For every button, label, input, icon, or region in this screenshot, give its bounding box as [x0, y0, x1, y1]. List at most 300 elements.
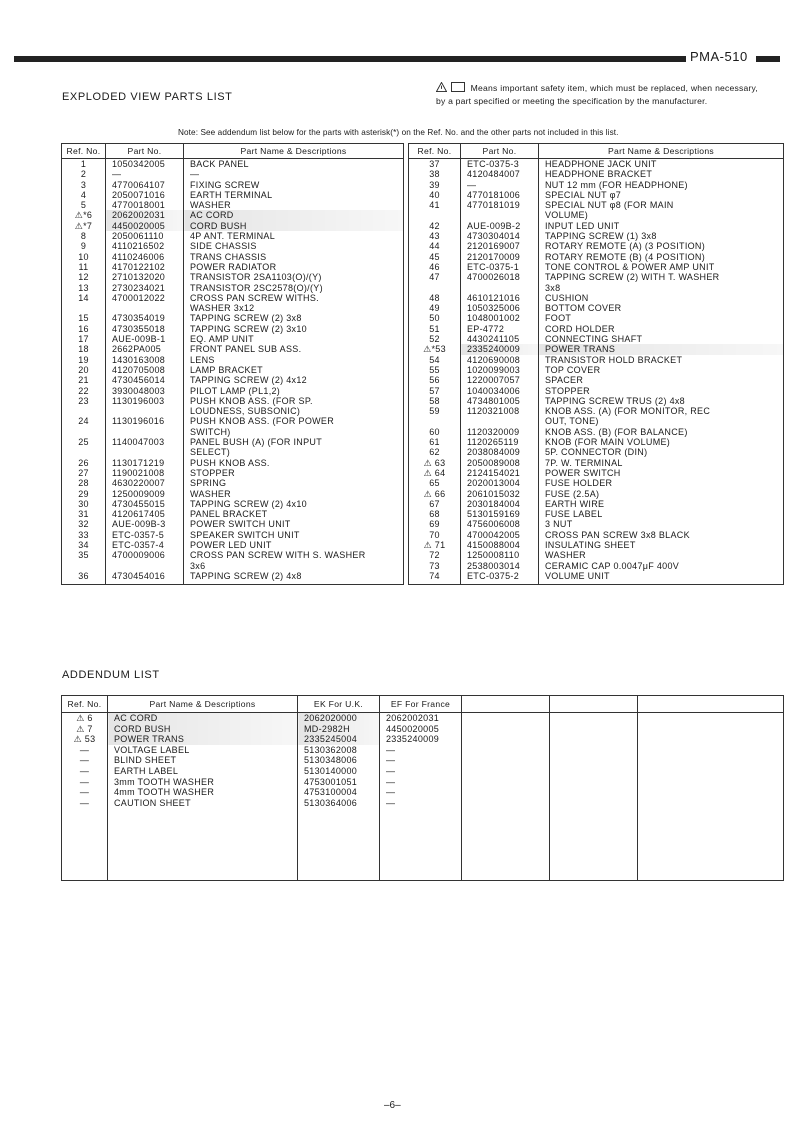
table-row	[62, 344, 404, 354]
description-cell: CAUTION SHEET	[108, 798, 298, 809]
ref-cell: 15	[62, 313, 106, 323]
ref-cell: 42	[409, 221, 461, 231]
ref-cell: 59	[409, 406, 461, 416]
table-row	[62, 355, 404, 365]
description-cell: POWER SWITCH UNIT	[184, 519, 404, 529]
description-cell: POWER LED UNIT	[184, 540, 404, 550]
description-cell: SELECT)	[184, 447, 404, 457]
part-number-cell: 1020099003	[461, 365, 539, 375]
addendum-col-ref: Ref. No.	[62, 696, 108, 713]
blank-cell	[638, 787, 784, 798]
ref-cell: 34	[62, 540, 106, 550]
table-row	[409, 159, 784, 170]
part-number-cell: 1120265119	[461, 437, 539, 447]
part-number-cell	[461, 210, 539, 220]
addendum-row	[62, 798, 784, 809]
part-number-cell: 4170122102	[106, 262, 184, 272]
description-cell: 4mm TOOTH WASHER	[108, 787, 298, 798]
ref-cell: 36	[62, 571, 106, 585]
part-number-cell: 1050342005	[106, 159, 184, 170]
table-row	[62, 303, 404, 313]
description-cell: KNOB ASS. (A) (FOR MONITOR, REC	[539, 406, 784, 416]
part-number-cell: 4734801005	[461, 396, 539, 406]
ref-cell: 50	[409, 313, 461, 323]
ref-cell: 24	[62, 416, 106, 426]
ref-cell: —	[62, 787, 108, 798]
part-number-cell: 1120321008	[461, 406, 539, 416]
blank-cell	[638, 713, 784, 724]
description-cell: CONNECTING SHAFT	[539, 334, 784, 344]
part-number-cell: 4770181019	[461, 200, 539, 210]
description-cell: POWER RADIATOR	[184, 262, 404, 272]
ref-cell: 39	[409, 180, 461, 190]
part-number-cell: 4120690008	[461, 355, 539, 365]
ref-cell: 28	[62, 478, 106, 488]
table-row	[62, 540, 404, 550]
blank-cell	[462, 734, 550, 745]
blank-cell	[462, 755, 550, 766]
description-cell: KNOB (FOR MAIN VOLUME)	[539, 437, 784, 447]
col-part-header: Part No.	[106, 144, 184, 159]
table-row	[62, 437, 404, 447]
description-cell: WASHER	[184, 489, 404, 499]
ref-cell: 58	[409, 396, 461, 406]
table-row	[409, 241, 784, 251]
ref-cell: 3	[62, 180, 106, 190]
blank-cell	[462, 713, 550, 724]
ref-cell	[409, 416, 461, 426]
part-number-cell: 4700009006	[106, 550, 184, 560]
ref-cell: 44	[409, 241, 461, 251]
description-cell: HEADPHONE BRACKET	[539, 169, 784, 179]
part-number-cell: 1430163008	[106, 355, 184, 365]
description-cell: VOLTAGE LABEL	[108, 745, 298, 756]
ref-cell: 11	[62, 262, 106, 272]
table-row	[62, 561, 404, 571]
france-part-cell: 2335240009	[380, 734, 462, 745]
col-ref-header: Ref. No.	[62, 144, 106, 159]
parts-table-left	[61, 143, 404, 585]
ref-cell: 29	[62, 489, 106, 499]
part-number-cell: 4110246006	[106, 252, 184, 262]
description-cell: AC CORD	[108, 713, 298, 724]
description-cell: BACK PANEL	[184, 159, 404, 170]
part-number-cell: 4730354019	[106, 313, 184, 323]
table-row	[62, 396, 404, 406]
ref-cell: —	[62, 755, 108, 766]
blank-cell	[462, 745, 550, 756]
table-row	[62, 334, 404, 344]
part-number-cell: 2120170009	[461, 252, 539, 262]
addendum-row	[62, 734, 784, 745]
ref-cell: 13	[62, 283, 106, 293]
uk-part-cell: 5130140000	[298, 766, 380, 777]
blank-cell	[380, 808, 462, 881]
part-number-cell: 2120169007	[461, 241, 539, 251]
table-row	[62, 180, 404, 190]
table-row	[62, 313, 404, 323]
ref-cell: 51	[409, 324, 461, 334]
description-cell: CROSS PAN SCREW WITHS.	[184, 293, 404, 303]
description-cell: TOP COVER	[539, 365, 784, 375]
addendum-row	[62, 745, 784, 756]
ref-cell: ⚠ 53	[62, 734, 108, 745]
table-row	[409, 303, 784, 313]
description-cell: PUSH KNOB ASS. (FOR POWER	[184, 416, 404, 426]
part-number-cell: 4730455015	[106, 499, 184, 509]
part-number-cell: 1250009009	[106, 489, 184, 499]
description-cell: SPECIAL NUT φ7	[539, 190, 784, 200]
blank-cell	[638, 745, 784, 756]
part-number-cell: 2710132020	[106, 272, 184, 282]
description-cell: BLIND SHEET	[108, 755, 298, 766]
blank-cell	[550, 734, 638, 745]
ref-cell	[62, 427, 106, 437]
blank-cell	[550, 777, 638, 788]
description-cell: SPEAKER SWITCH UNIT	[184, 530, 404, 540]
table-note: Note: See addendum list below for the parts with asterisk(*) on the Ref. No. and the other parts not included in this list.	[178, 128, 619, 137]
table-row	[409, 519, 784, 529]
table-row	[62, 159, 404, 170]
ref-cell: ⚠ 66	[409, 489, 461, 499]
uk-part-cell: 5130362008	[298, 745, 380, 756]
description-cell: TONE CONTROL & POWER AMP UNIT	[539, 262, 784, 272]
blank-cell	[462, 766, 550, 777]
table-row	[62, 406, 404, 416]
blank-cell	[462, 787, 550, 798]
ref-cell: 17	[62, 334, 106, 344]
france-part-cell: —	[380, 766, 462, 777]
ref-cell: 32	[62, 519, 106, 529]
addendum-row	[62, 766, 784, 777]
table-row	[62, 489, 404, 499]
france-part-cell: —	[380, 798, 462, 809]
part-number-cell: 2050089008	[461, 458, 539, 468]
addendum-col-blank	[550, 696, 638, 713]
ref-cell: 37	[409, 159, 461, 170]
uk-part-cell: 2062020000	[298, 713, 380, 724]
table-row	[409, 489, 784, 499]
description-cell: 3mm TOOTH WASHER	[108, 777, 298, 788]
ref-cell: ⚠ 6	[62, 713, 108, 724]
part-number-cell: 1250008110	[461, 550, 539, 560]
part-number-cell	[106, 561, 184, 571]
uk-part-cell: 5130364006	[298, 798, 380, 809]
table-row	[62, 530, 404, 540]
part-number-cell: 4730454016	[106, 571, 184, 585]
table-row	[409, 478, 784, 488]
description-cell: TRANSISTOR HOLD BRACKET	[539, 355, 784, 365]
ref-cell	[409, 210, 461, 220]
france-part-cell: —	[380, 787, 462, 798]
table-row	[62, 210, 404, 220]
description-cell: OUT, TONE)	[539, 416, 784, 426]
ref-cell: ⚠ 7	[62, 724, 108, 735]
part-number-cell: 2062002031	[106, 210, 184, 220]
description-cell: FUSE HOLDER	[539, 478, 784, 488]
description-cell: HEADPHONE JACK UNIT	[539, 159, 784, 170]
table-row	[62, 375, 404, 385]
part-number-cell: 4700026018	[461, 272, 539, 282]
table-row	[62, 221, 404, 231]
part-number-cell: 4730304014	[461, 231, 539, 241]
blank-cell	[638, 777, 784, 788]
col-ref-header: Ref. No.	[409, 144, 461, 159]
ref-cell: 22	[62, 386, 106, 396]
addendum-row	[62, 787, 784, 798]
ref-cell: 65	[409, 478, 461, 488]
table-row	[409, 386, 784, 396]
description-cell: WASHER 3x12	[184, 303, 404, 313]
uk-part-cell: 5130348006	[298, 755, 380, 766]
part-number-cell: 4770018001	[106, 200, 184, 210]
description-cell: PILOT LAMP (PL1,2)	[184, 386, 404, 396]
part-number-cell: 1130171219	[106, 458, 184, 468]
table-row	[62, 550, 404, 560]
description-cell: BOTTOM COVER	[539, 303, 784, 313]
description-cell: FUSE LABEL	[539, 509, 784, 519]
ref-cell: 14	[62, 293, 106, 303]
description-cell: CROSS PAN SCREW 3x8 BLACK	[539, 530, 784, 540]
ref-cell: 4	[62, 190, 106, 200]
part-number-cell: 4120484007	[461, 169, 539, 179]
blank-cell	[462, 808, 550, 881]
ref-cell	[62, 561, 106, 571]
table-row	[62, 231, 404, 241]
description-cell: LENS	[184, 355, 404, 365]
description-cell: PANEL BRACKET	[184, 509, 404, 519]
description-cell: CORD BUSH	[108, 724, 298, 735]
description-cell: SPECIAL NUT φ8 (FOR MAIN	[539, 200, 784, 210]
description-cell: POWER SWITCH	[539, 468, 784, 478]
description-cell: 5P. CONNECTOR (DIN)	[539, 447, 784, 457]
addendum-row	[62, 724, 784, 735]
uk-part-cell: 4753001051	[298, 777, 380, 788]
ref-cell: —	[62, 766, 108, 777]
blank-cell	[108, 808, 298, 881]
part-number-cell: 4120705008	[106, 365, 184, 375]
table-row	[409, 200, 784, 210]
table-row	[409, 283, 784, 293]
ref-cell: 27	[62, 468, 106, 478]
table-row	[62, 262, 404, 272]
description-cell: WASHER	[184, 200, 404, 210]
blank-cell	[550, 787, 638, 798]
description-cell: FUSE (2.5A)	[539, 489, 784, 499]
ref-cell: 62	[409, 447, 461, 457]
part-number-cell: 2050061110	[106, 231, 184, 241]
header-rule	[14, 56, 686, 62]
table-row	[409, 190, 784, 200]
part-number-cell: 1140047003	[106, 437, 184, 447]
blank-cell	[550, 713, 638, 724]
ref-cell: 68	[409, 509, 461, 519]
ref-cell: 38	[409, 169, 461, 179]
part-number-cell: —	[106, 169, 184, 179]
ref-cell: 46	[409, 262, 461, 272]
description-cell: SPACER	[539, 375, 784, 385]
table-row	[62, 519, 404, 529]
description-cell: EARTH TERMINAL	[184, 190, 404, 200]
col-desc-header: Part Name & Descriptions	[184, 144, 404, 159]
ref-cell: 20	[62, 365, 106, 375]
table-row	[409, 252, 784, 262]
table-row	[62, 478, 404, 488]
table-row	[62, 241, 404, 251]
description-cell: —	[184, 169, 404, 179]
ref-cell: ⚠*7	[62, 221, 106, 231]
part-number-cell: AUE-009B-3	[106, 519, 184, 529]
france-part-cell: —	[380, 777, 462, 788]
part-number-cell	[106, 303, 184, 313]
part-number-cell: 2662PA005	[106, 344, 184, 354]
table-row	[62, 272, 404, 282]
ref-cell: 31	[62, 509, 106, 519]
addendum-title: ADDENDUM LIST	[62, 669, 160, 681]
addendum-col-desc: Part Name & Descriptions	[108, 696, 298, 713]
part-number-cell: 1130196016	[106, 416, 184, 426]
addendum-table	[61, 695, 784, 881]
addendum-row	[62, 713, 784, 724]
ref-cell: 56	[409, 375, 461, 385]
description-cell: PUSH KNOB ASS. (FOR SP.	[184, 396, 404, 406]
col-desc-header: Part Name & Descriptions	[539, 144, 784, 159]
part-number-cell: ETC-0357-5	[106, 530, 184, 540]
table-row	[409, 231, 784, 241]
description-cell: ROTARY REMOTE (B) (4 POSITION)	[539, 252, 784, 262]
part-number-cell	[106, 406, 184, 416]
part-number-cell: 1120320009	[461, 427, 539, 437]
description-cell: TAPPING SCREW (2) 3x10	[184, 324, 404, 334]
uk-part-cell: MD-2982H	[298, 724, 380, 735]
addendum-row	[62, 755, 784, 766]
table-row	[409, 416, 784, 426]
ref-cell: 69	[409, 519, 461, 529]
blank-cell	[550, 766, 638, 777]
ref-cell: 23	[62, 396, 106, 406]
ref-cell: 67	[409, 499, 461, 509]
description-cell: TAPPING SCREW TRUS (2) 4x8	[539, 396, 784, 406]
uk-part-cell: 2335245004	[298, 734, 380, 745]
table-row	[62, 169, 404, 179]
table-row	[409, 571, 784, 585]
part-number-cell: 2050071016	[106, 190, 184, 200]
blank-cell	[462, 798, 550, 809]
table-row	[409, 313, 784, 323]
table-row	[409, 561, 784, 571]
description-cell: CUSHION	[539, 293, 784, 303]
page-title: EXPLODED VIEW PARTS LIST	[62, 91, 233, 103]
description-cell: VOLUME UNIT	[539, 571, 784, 585]
table-row	[62, 468, 404, 478]
description-cell: 4P ANT. TERMINAL	[184, 231, 404, 241]
description-cell: 3x8	[539, 283, 784, 293]
ref-cell: ⚠*53	[409, 344, 461, 354]
ref-cell: 61	[409, 437, 461, 447]
description-cell: SPRING	[184, 478, 404, 488]
blank-cell	[462, 777, 550, 788]
description-cell: INPUT LED UNIT	[539, 221, 784, 231]
part-number-cell: 4730355018	[106, 324, 184, 334]
description-cell: EQ. AMP UNIT	[184, 334, 404, 344]
ref-cell: ⚠ 64	[409, 468, 461, 478]
warning-triangle-icon	[436, 82, 447, 92]
part-number-cell: 4450020005	[106, 221, 184, 231]
part-number-cell: 4610121016	[461, 293, 539, 303]
part-number-cell: 1220007057	[461, 375, 539, 385]
part-number-cell: 4430241105	[461, 334, 539, 344]
table-row	[62, 458, 404, 468]
ref-cell: ⚠ 63	[409, 458, 461, 468]
ref-cell: 5	[62, 200, 106, 210]
table-row	[409, 344, 784, 354]
ref-cell: 19	[62, 355, 106, 365]
blank-cell	[638, 808, 784, 881]
table-row	[409, 468, 784, 478]
table-row	[62, 416, 404, 426]
description-cell: 7P. W. TERMINAL	[539, 458, 784, 468]
part-number-cell: 4756006008	[461, 519, 539, 529]
ref-cell: 52	[409, 334, 461, 344]
table-row	[409, 293, 784, 303]
table-row	[62, 200, 404, 210]
blank-cell	[550, 724, 638, 735]
table-row	[409, 509, 784, 519]
col-part-header: Part No.	[461, 144, 539, 159]
ref-cell	[62, 447, 106, 457]
ref-cell: 10	[62, 252, 106, 262]
table-row	[409, 550, 784, 560]
description-cell: CORD BUSH	[184, 221, 404, 231]
part-number-cell: 2335240009	[461, 344, 539, 354]
france-part-cell: —	[380, 745, 462, 756]
description-cell: CORD HOLDER	[539, 324, 784, 334]
blank-cell	[550, 798, 638, 809]
table-row	[409, 499, 784, 509]
ref-cell: 9	[62, 241, 106, 251]
ref-cell: 41	[409, 200, 461, 210]
part-number-cell	[461, 416, 539, 426]
table-row	[409, 210, 784, 220]
description-cell: EARTH LABEL	[108, 766, 298, 777]
ref-cell: 43	[409, 231, 461, 241]
table-row	[409, 427, 784, 437]
addendum-blank-row	[62, 808, 784, 881]
blank-cell	[550, 755, 638, 766]
description-cell: SIDE CHASSIS	[184, 241, 404, 251]
blank-cell	[638, 724, 784, 735]
safety-note-text: Means important safety item, which must be replaced, when necessary, by a part specified or meeting the specification by the manufacturer.	[436, 83, 758, 106]
part-number-cell: 2020013004	[461, 478, 539, 488]
table-row	[409, 324, 784, 334]
table-row	[62, 509, 404, 519]
ref-cell	[62, 406, 106, 416]
description-cell: LOUDNESS, SUBSONIC)	[184, 406, 404, 416]
ref-cell: 26	[62, 458, 106, 468]
table-row	[409, 365, 784, 375]
table-row	[62, 365, 404, 375]
ref-cell	[62, 303, 106, 313]
ref-cell: 48	[409, 293, 461, 303]
ref-cell: 45	[409, 252, 461, 262]
description-cell: PANEL BUSH (A) (FOR INPUT	[184, 437, 404, 447]
part-number-cell: 4630220007	[106, 478, 184, 488]
description-cell: 3 NUT	[539, 519, 784, 529]
ref-cell: 54	[409, 355, 461, 365]
table-row	[62, 190, 404, 200]
description-cell: NUT 12 mm (FOR HEADPHONE)	[539, 180, 784, 190]
blank-cell	[298, 808, 380, 881]
